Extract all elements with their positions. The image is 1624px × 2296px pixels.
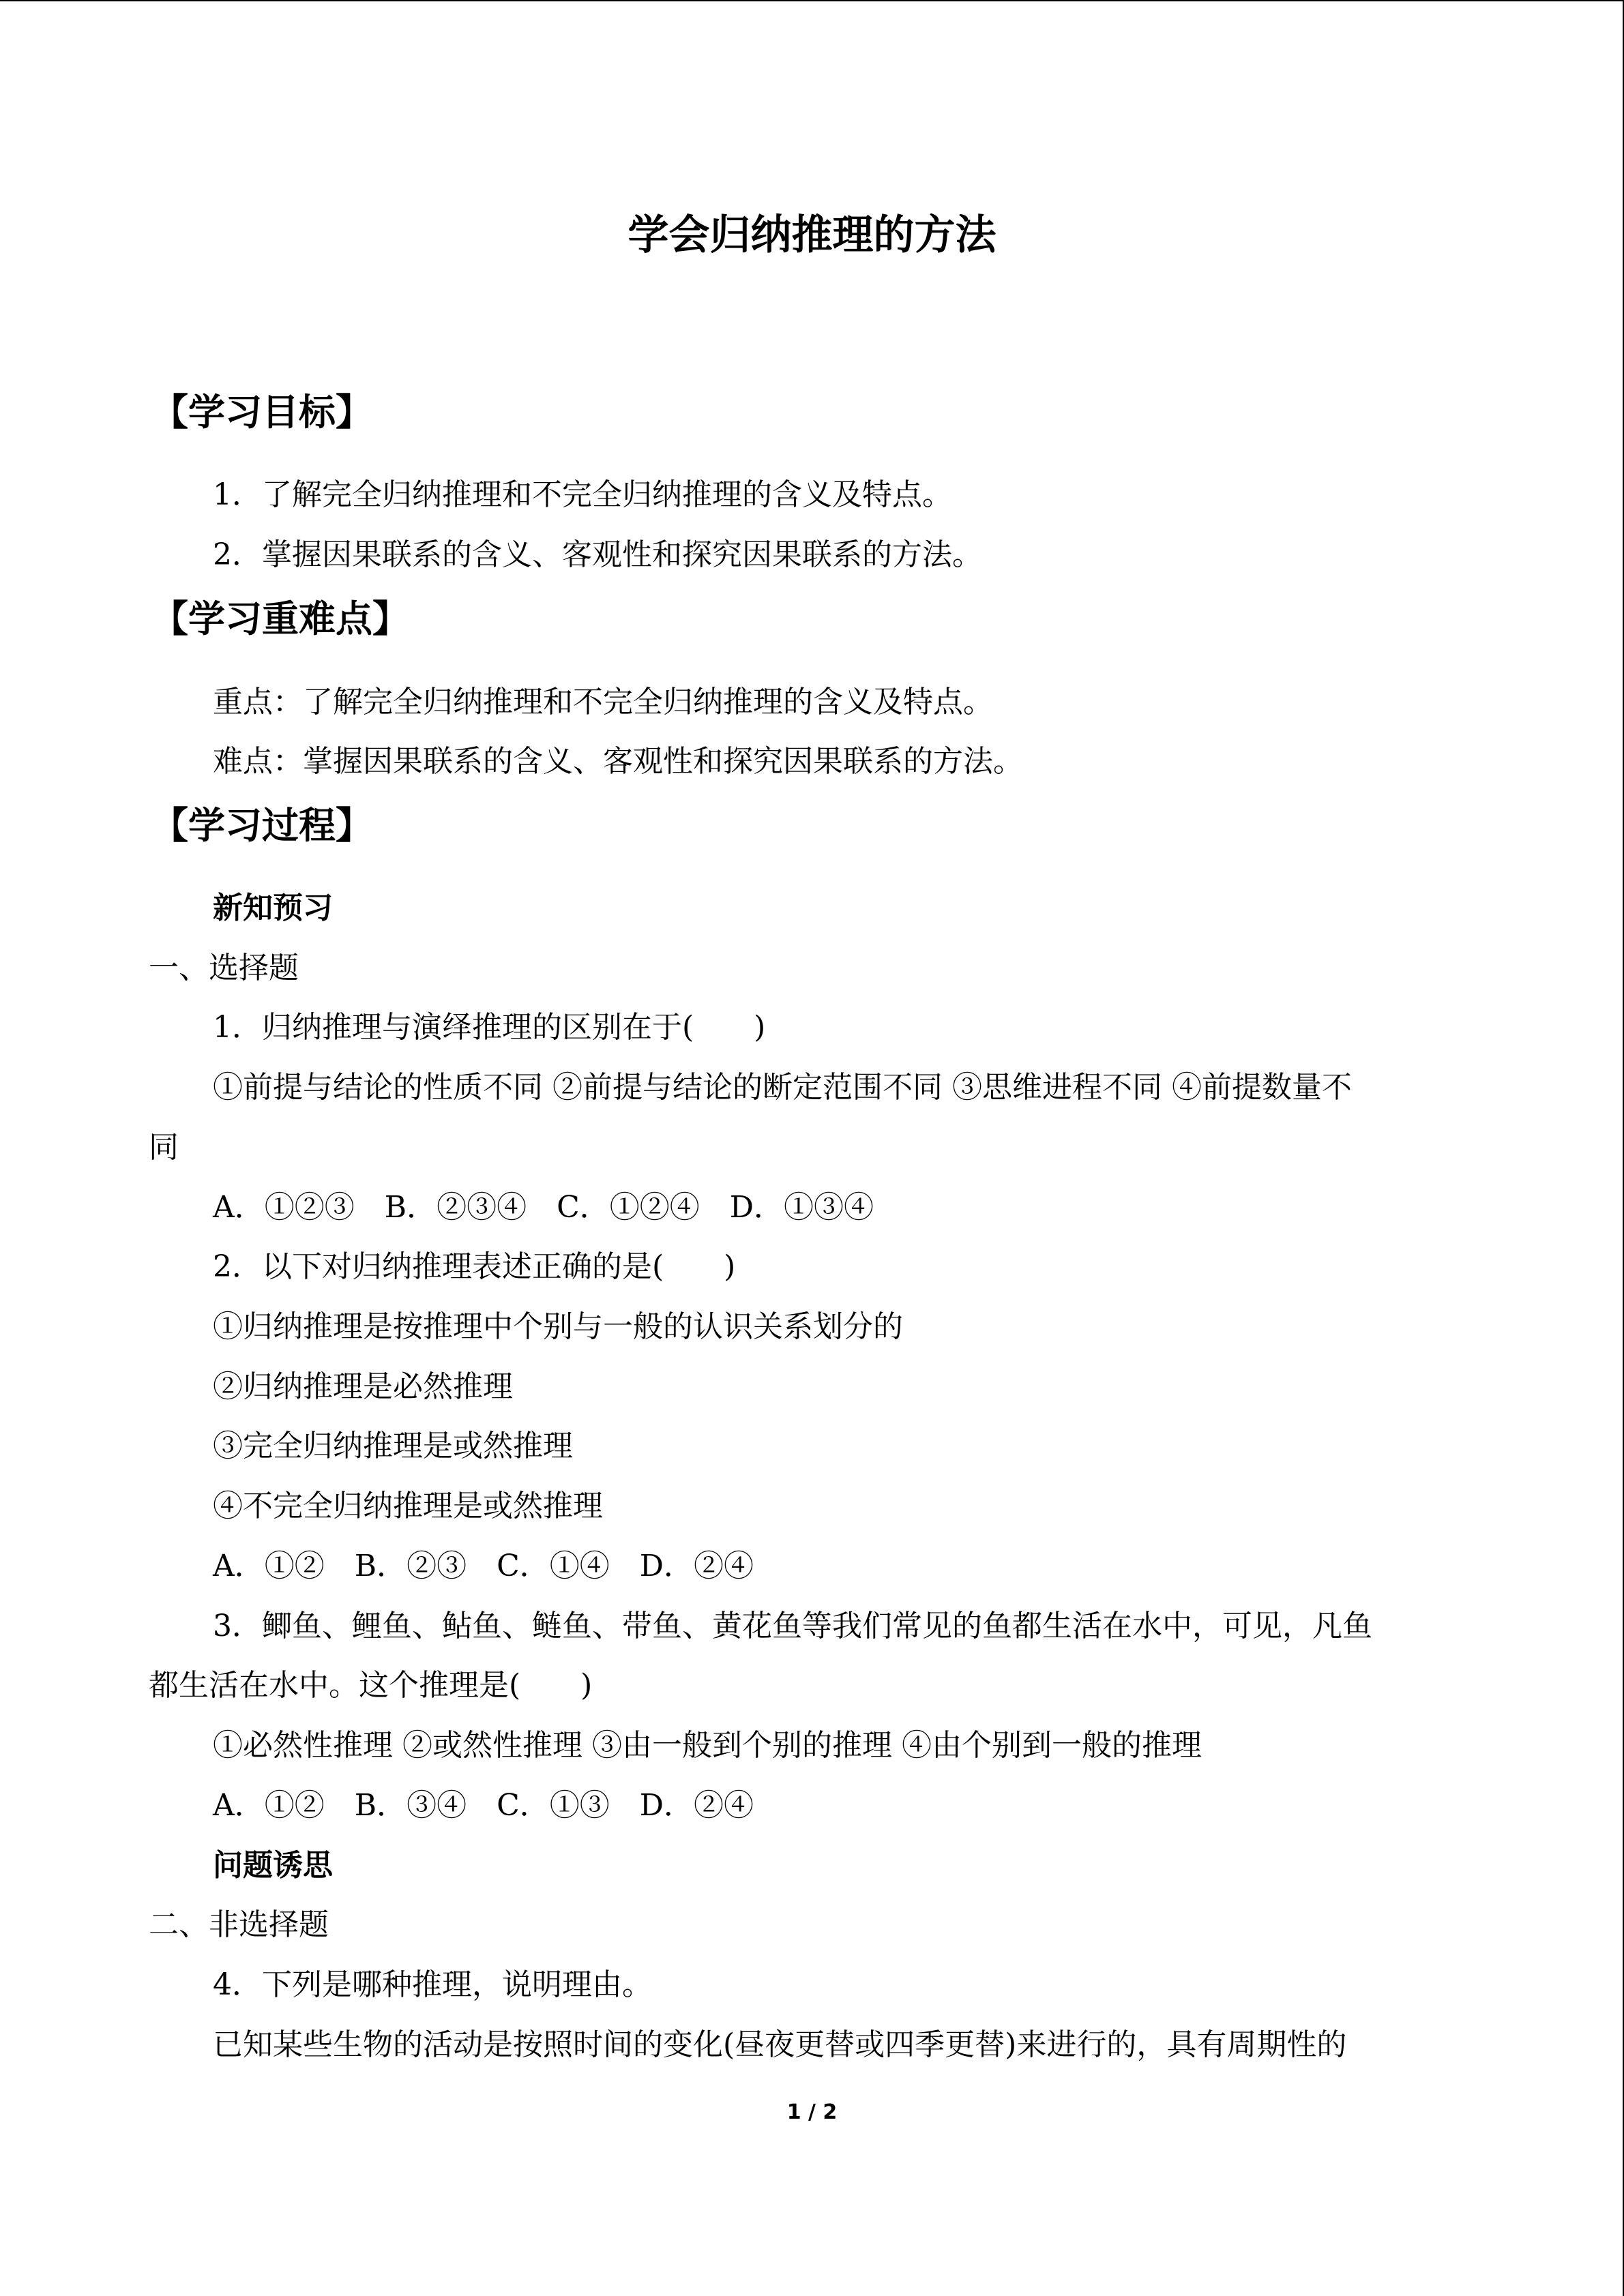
page-border-top: [0, 0, 1624, 1]
key-point-item: 重点：了解完全归纳推理和不完全归纳推理的含义及特点。: [213, 685, 993, 719]
inquiry-label: 问题诱思: [213, 1848, 333, 1883]
q3-stem-line2: 都生活在水中。这个推理是( ): [149, 1668, 593, 1703]
q2-statement-3: ③完全归纳推理是或然推理: [213, 1429, 573, 1463]
process-heading: 【学习过程】: [151, 804, 372, 847]
part1-label: 一、选择题: [149, 951, 299, 985]
q2-choices: A．①② B．②③ C．①④ D．②④: [213, 1549, 754, 1583]
q2-stem: 2．以下对归纳推理表述正确的是( ): [213, 1249, 736, 1284]
q3-choices: A．①② B．③④ C．①③ D．②④: [213, 1788, 754, 1823]
goal-item-1: 1．了解完全归纳推理和不完全归纳推理的含义及特点。: [213, 477, 952, 512]
goals-heading: 【学习目标】: [151, 391, 372, 434]
q4-text-line1: 已知某些生物的活动是按照时间的变化(昼夜更替或四季更替)来进行的，具有周期性的: [213, 2027, 1347, 2062]
document-title: 学会归纳推理的方法: [628, 211, 996, 259]
q2-statement-1: ①归纳推理是按推理中个别与一般的认识关系划分的: [213, 1309, 903, 1344]
q4-stem: 4．下列是哪种推理，说明理由。: [213, 1967, 652, 2002]
q2-statement-2: ②归纳推理是必然推理: [213, 1369, 513, 1404]
page-number: 1 / 2: [786, 2100, 838, 2124]
q1-options-line2: 同: [149, 1130, 179, 1165]
goal-item-2: 2．掌握因果联系的含义、客观性和探究因果联系的方法。: [213, 537, 982, 572]
q1-options-line1: ①前提与结论的性质不同 ②前提与结论的断定范围不同 ③思维进程不同 ④前提数量不: [213, 1070, 1352, 1105]
q1-stem: 1．归纳推理与演绎推理的区别在于( ): [213, 1010, 766, 1045]
q3-stem-line1: 3．鲫鱼、鲤鱼、鲇鱼、鲢鱼、带鱼、黄花鱼等我们常见的鱼都生活在水中，可见，凡鱼: [213, 1609, 1372, 1643]
part2-label: 二、非选择题: [149, 1907, 329, 1942]
key-points-heading: 【学习重难点】: [151, 597, 409, 640]
q1-choices: A．①②③ B．②③④ C．①②④ D．①③④: [213, 1190, 874, 1225]
preview-label: 新知预习: [213, 891, 333, 925]
q3-options: ①必然性推理 ②或然性推理 ③由一般到个别的推理 ④由个别到一般的推理: [213, 1728, 1202, 1763]
q2-statement-4: ④不完全归纳推理是或然推理: [213, 1489, 603, 1523]
difficult-point-item: 难点：掌握因果联系的含义、客观性和探究因果联系的方法。: [213, 744, 1023, 779]
